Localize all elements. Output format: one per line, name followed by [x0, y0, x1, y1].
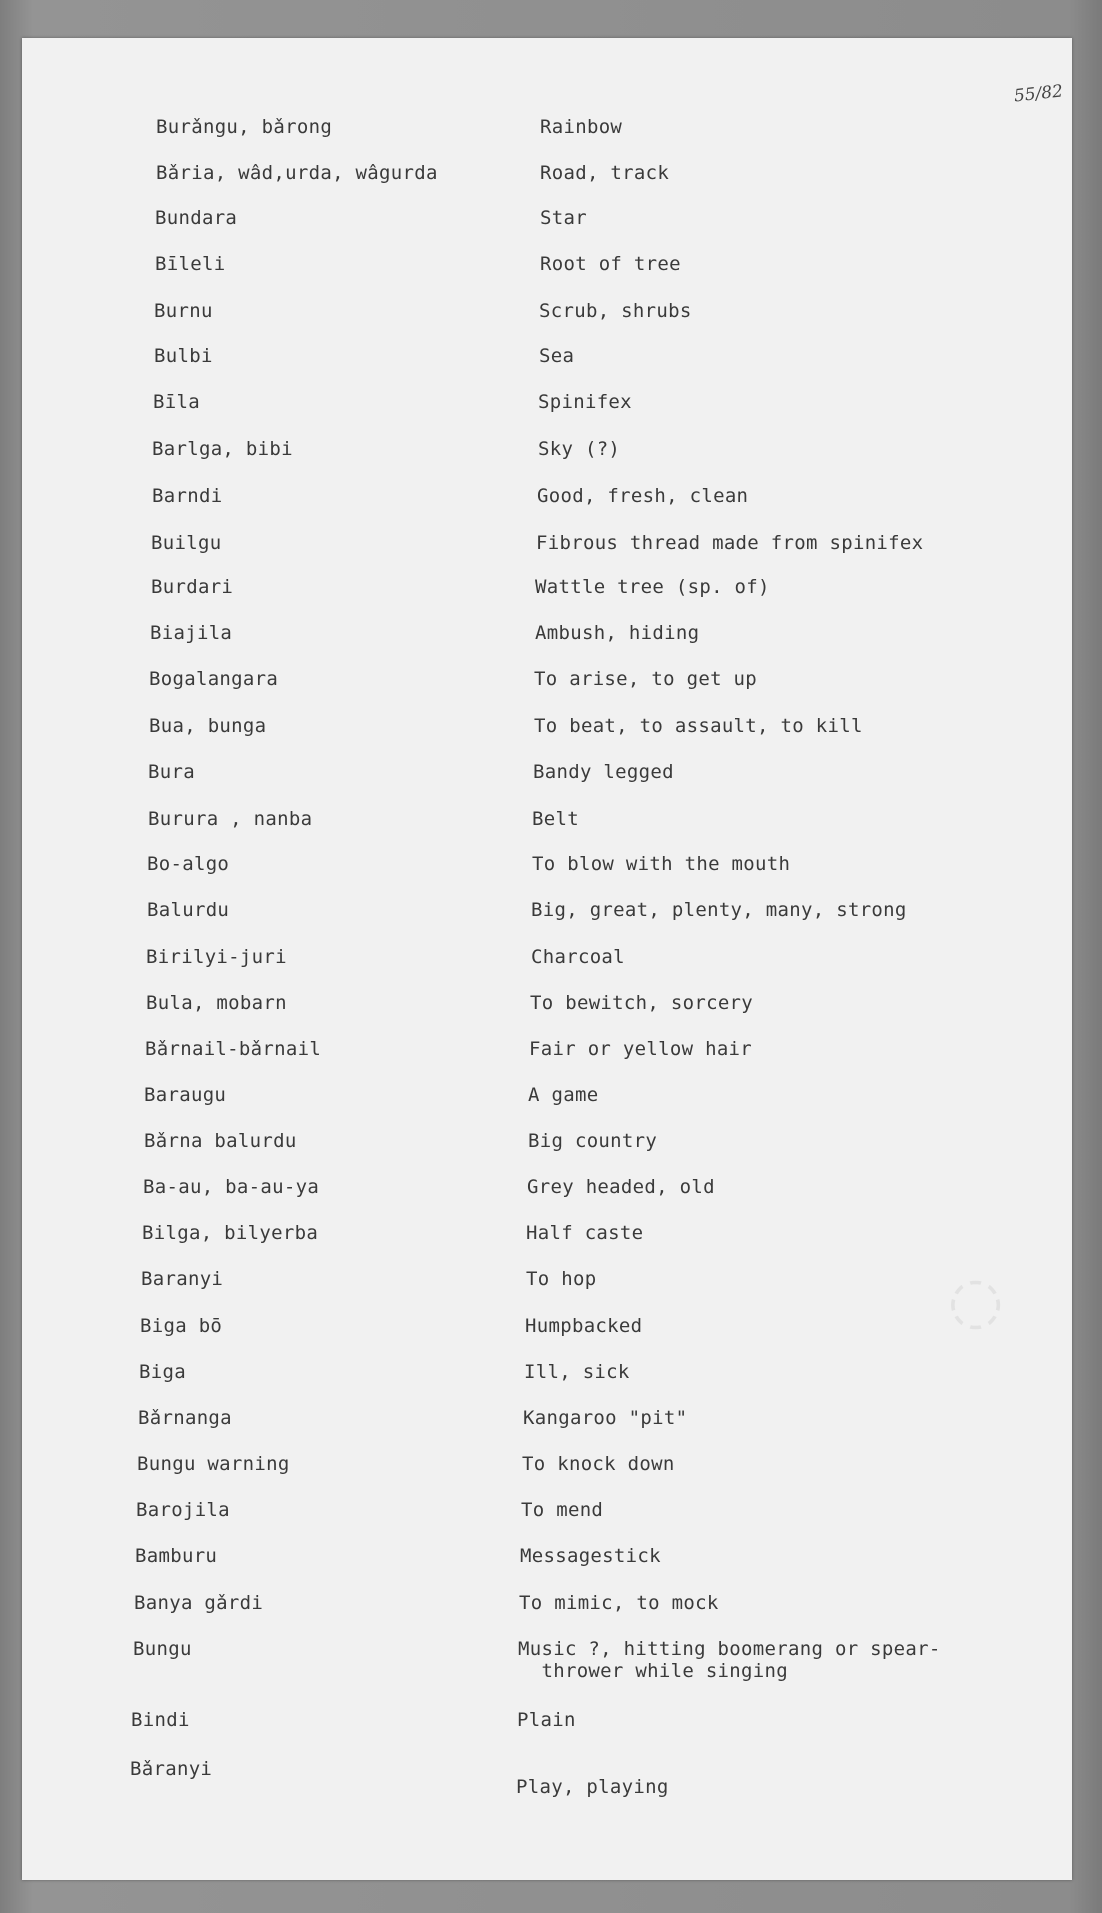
- aboriginal-term: Bǎranyi: [130, 1758, 213, 1780]
- aboriginal-term: Bamburu: [135, 1545, 218, 1567]
- english-definition: To mend: [521, 1499, 604, 1521]
- english-definition: Charcoal: [531, 946, 625, 968]
- english-definition: Music ?, hitting boomerang or spear- thrower while singing: [518, 1638, 941, 1682]
- english-definition: Big country: [528, 1130, 658, 1152]
- list-item: [22, 576, 1072, 616]
- english-definition: Bandy legged: [533, 761, 674, 783]
- english-definition: To knock down: [522, 1453, 675, 1475]
- list-item: [22, 1084, 1072, 1124]
- list-item: [22, 1545, 1072, 1585]
- english-definition: Root of tree: [540, 253, 681, 275]
- list-item: [22, 1592, 1072, 1632]
- english-definition: To arise, to get up: [534, 668, 758, 690]
- list-item: [22, 1758, 1072, 1798]
- aboriginal-term: Barndi: [152, 485, 223, 507]
- list-item: [22, 715, 1072, 755]
- aboriginal-term: Balurdu: [147, 899, 230, 921]
- list-item: [22, 207, 1072, 247]
- english-definition: To bewitch, sorcery: [530, 992, 754, 1014]
- english-definition: Humpbacked: [525, 1315, 643, 1337]
- aboriginal-term: Bungu: [133, 1638, 192, 1660]
- aboriginal-term: Burura , nanba: [148, 808, 313, 830]
- english-definition: A game: [528, 1084, 599, 1106]
- wordlist: [22, 38, 1072, 1880]
- list-item: [22, 162, 1072, 202]
- list-item: [22, 668, 1072, 708]
- english-definition: Ill, sick: [524, 1361, 630, 1383]
- aboriginal-term: Bogalangara: [149, 668, 279, 690]
- aboriginal-term: Builgu: [151, 532, 222, 554]
- list-item: [22, 1499, 1072, 1539]
- english-definition: Spinifex: [538, 391, 632, 413]
- list-item: [22, 1709, 1072, 1749]
- english-definition: To hop: [526, 1268, 597, 1290]
- english-definition: Fibrous thread made from spinifex: [536, 532, 924, 554]
- aboriginal-term: Bindi: [131, 1709, 190, 1731]
- aboriginal-term: Banya gǎrdi: [134, 1592, 264, 1614]
- english-definition: Sky (?): [538, 438, 621, 460]
- list-item: [22, 1453, 1072, 1493]
- aboriginal-term: Bǎrnail-bǎrnail: [145, 1038, 322, 1060]
- aboriginal-term: Birilyi-juri: [146, 946, 287, 968]
- aboriginal-term: Ba-au, ba-au-ya: [143, 1176, 320, 1198]
- list-item: [22, 438, 1072, 478]
- list-item: [22, 345, 1072, 385]
- aboriginal-term: Biga bō: [140, 1315, 223, 1337]
- page-number: 55/82: [1013, 81, 1064, 107]
- list-item: [22, 853, 1072, 893]
- english-definition: Kangaroo "pit": [523, 1407, 688, 1429]
- aboriginal-term: Bo-algo: [147, 853, 230, 875]
- english-definition: Rainbow: [540, 116, 623, 138]
- aboriginal-term: Bǎrna balurdu: [144, 1130, 297, 1152]
- english-definition: To blow with the mouth: [532, 853, 791, 875]
- list-item: [22, 1638, 1072, 1682]
- list-item: [22, 1315, 1072, 1355]
- english-definition: Fair or yellow hair: [529, 1038, 753, 1060]
- aboriginal-term: Biajila: [150, 622, 233, 644]
- list-item: [22, 1130, 1072, 1170]
- english-definition: Plain: [517, 1709, 576, 1731]
- english-definition: Grey headed, old: [527, 1176, 715, 1198]
- list-item: [22, 116, 1072, 156]
- aboriginal-term: Biga: [139, 1361, 186, 1383]
- aboriginal-term: Burnu: [154, 300, 213, 322]
- aboriginal-term: Bǎrnanga: [138, 1407, 232, 1429]
- english-definition: Good, fresh, clean: [537, 485, 749, 507]
- aboriginal-term: Barojila: [136, 1499, 230, 1521]
- english-definition: To beat, to assault, to kill: [534, 715, 863, 737]
- aboriginal-term: Bungu warning: [137, 1453, 290, 1475]
- list-item: [22, 532, 1072, 572]
- english-definition: Road, track: [540, 162, 670, 184]
- english-definition: Sea: [539, 345, 575, 367]
- english-definition: Messagestick: [520, 1545, 661, 1567]
- list-item: [22, 992, 1072, 1032]
- aboriginal-term: Bundara: [155, 207, 238, 229]
- list-item: [22, 253, 1072, 293]
- aboriginal-term: Baraugu: [144, 1084, 227, 1106]
- aboriginal-term: Bulbi: [154, 345, 213, 367]
- list-item: [22, 946, 1072, 986]
- aboriginal-term: Burǎngu, bǎrong: [156, 116, 333, 138]
- list-item: [22, 1038, 1072, 1078]
- list-item: [22, 391, 1072, 431]
- archive-stamp-bleed: ◌: [942, 1277, 1017, 1333]
- list-item: [22, 761, 1072, 801]
- aboriginal-term: Baranyi: [141, 1268, 224, 1290]
- english-definition: Half caste: [526, 1222, 644, 1244]
- aboriginal-term: Bīleli: [155, 253, 226, 275]
- english-definition: Scrub, shrubs: [539, 300, 692, 322]
- aboriginal-term: Bīla: [153, 391, 200, 413]
- english-definition: Belt: [532, 808, 579, 830]
- aboriginal-term: Bilga, bilyerba: [142, 1222, 319, 1244]
- aboriginal-term: Bula, mobarn: [146, 992, 287, 1014]
- english-definition: Star: [540, 207, 587, 229]
- list-item: [22, 808, 1072, 848]
- typed-page: [22, 38, 1072, 1880]
- aboriginal-term: Burdari: [151, 576, 234, 598]
- english-definition: Wattle tree (sp. of): [535, 576, 770, 598]
- english-definition: Big, great, plenty, many, strong: [531, 899, 907, 921]
- list-item: [22, 485, 1072, 525]
- list-item: [22, 622, 1072, 662]
- list-item: [22, 1176, 1072, 1216]
- list-item: [22, 1407, 1072, 1447]
- aboriginal-term: Bua, bunga: [149, 715, 267, 737]
- aboriginal-term: Bǎria, wâd,urda, wâgurda: [156, 162, 438, 184]
- aboriginal-term: Bura: [148, 761, 195, 783]
- list-item: [22, 1268, 1072, 1308]
- list-item: [22, 300, 1072, 340]
- list-item: [22, 1361, 1072, 1401]
- english-definition: To mimic, to mock: [519, 1592, 719, 1614]
- list-item: [22, 899, 1072, 939]
- english-definition: Ambush, hiding: [535, 622, 700, 644]
- english-definition: Play, playing: [516, 1776, 669, 1798]
- list-item: [22, 1222, 1072, 1262]
- aboriginal-term: Barlga, bibi: [152, 438, 293, 460]
